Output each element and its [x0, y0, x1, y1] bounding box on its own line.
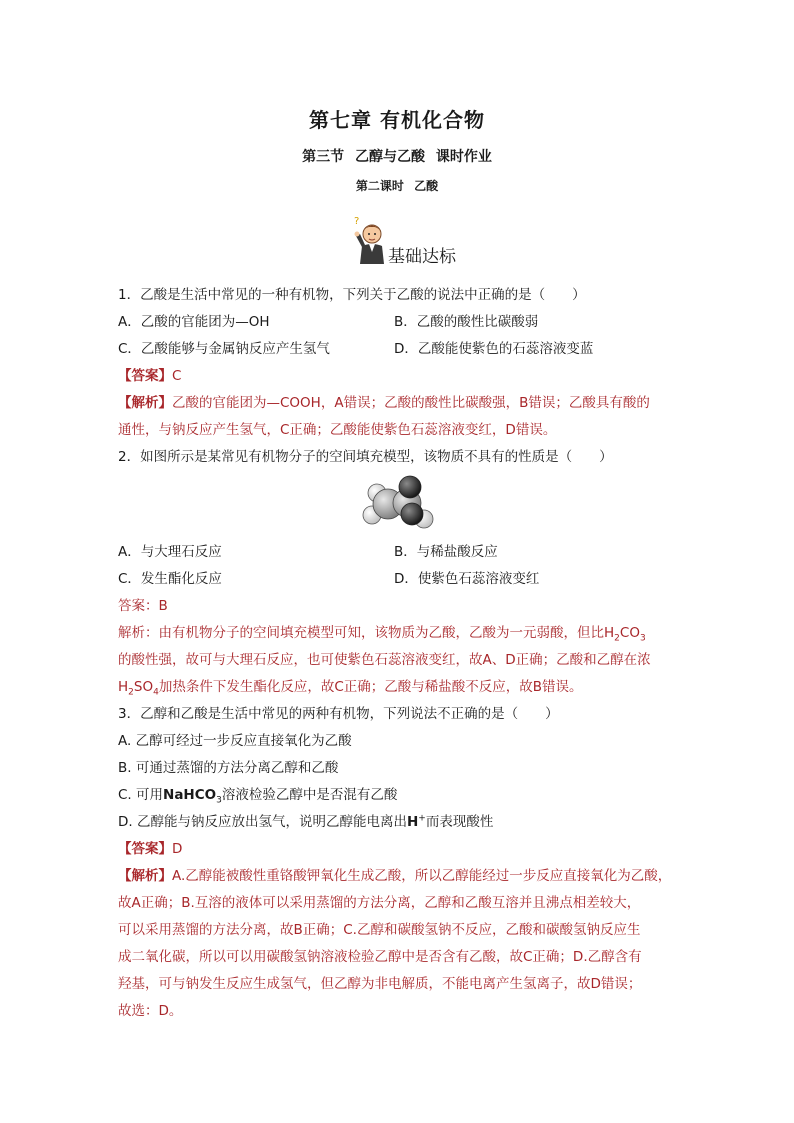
q3-answer-value: D — [172, 841, 183, 857]
q2-option-b: B．与稀盐酸反应 — [394, 544, 498, 560]
q2-analysis — [118, 620, 680, 701]
q3-stem: 3．乙醇和乙酸是生活中常见的两种有机物，下列说法不正确的是（ ） — [118, 706, 559, 722]
q2-analysis-line-3: 加热条件下发生酯化反应，故C正确；乙酸与稀盐酸不反应，故B错误。 — [158, 679, 583, 695]
chapter-title: 第七章 有机化合物 — [309, 108, 485, 132]
lesson-title: 第二课时 乙酸 — [355, 179, 439, 193]
q3-option-d — [118, 809, 680, 836]
q1-stem: 1．乙酸是生活中常见的一种有机物，下列关于乙酸的说法中正确的是（ ） — [118, 287, 586, 303]
q3-analysis-line-6: 故选：D。 — [118, 1003, 183, 1019]
section-title: 第三节 乙醇与乙酸 课时作业 — [302, 149, 492, 165]
q3-option-c — [118, 782, 680, 809]
q3-option-b: B. 可通过蒸馏的方法分离乙醇和乙酸 — [118, 760, 339, 776]
q1-analysis-tag: 【解析】 — [118, 395, 172, 411]
q1-analysis — [118, 390, 680, 444]
q3-analysis — [118, 863, 680, 1025]
q2-analysis-line-1: 解析：由有机物分子的空间填充模型可知，该物质为乙酸，乙酸为一元弱酸，但比H — [118, 625, 615, 641]
q1-answer-value: C — [172, 368, 182, 384]
q1-answer — [118, 363, 680, 390]
badge-label: 基础达标 — [388, 247, 456, 267]
q2-sub-3: 3 — [639, 633, 646, 644]
q3-analysis-line-2: 故A正确；B.互溶的液体可以采用蒸馏的方法分离，乙醇和乙酸互溶并且沸点相差较大， — [118, 895, 641, 911]
q3-ion-h: H — [406, 814, 419, 830]
q2-answer: 答案：B — [118, 598, 168, 614]
q3-analysis-line-4: 成二氧化碳，所以可以用碳酸氢钠溶液检验乙醇中是否含有乙酸，故C正确；D.乙醇含有 — [118, 949, 642, 965]
q2-options-row-2 — [118, 566, 680, 593]
q3-answer-tag: 【答案】 — [118, 841, 172, 857]
q3-option-d-post: 而表现酸性 — [425, 814, 494, 830]
q3-analysis-tag: 【解析】 — [118, 868, 172, 884]
thinking-student-icon — [352, 214, 392, 264]
q3-answer — [118, 836, 680, 863]
q3-option-a: A. 乙醇可经过一步反应直接氧化为乙酸 — [118, 733, 352, 749]
q3-analysis-line-5: 羟基，可与钠发生反应生成氢气，但乙醇为非电解质，不能电离产生氢离子，故D错误； — [118, 976, 642, 992]
acetic-acid-space-filling-model — [118, 471, 680, 539]
q3-analysis-line-1: A.乙醇能被酸性重铬酸钾氧化生成乙酸，所以乙醇能经过一步反应直接氧化为乙酸， — [172, 868, 672, 884]
q3-option-c-post: 溶液检验乙醇中是否混有乙酸 — [221, 787, 398, 803]
q2-options-row-1 — [118, 539, 680, 566]
q1-options-row-1 — [118, 309, 680, 336]
q2-sub-4: 4 — [153, 687, 159, 698]
q2-sub-2b: 2 — [128, 687, 134, 698]
q2-option-d: D．使紫色石蕊溶液变红 — [394, 571, 540, 587]
q3-formula-nahco3: NaHCO — [163, 787, 217, 803]
q2-formula-so: SO — [133, 679, 154, 695]
q3-option-c-pre: C. 可用 — [118, 787, 164, 803]
q1-answer-tag: 【答案】 — [118, 368, 172, 384]
q1-options-row-2 — [118, 336, 680, 363]
question-list — [118, 282, 680, 1025]
svg-text:?: ? — [354, 216, 360, 227]
q2-formula-co: CO — [619, 625, 640, 641]
q1-analysis-line-2: 通性，与钠反应产生氢气，C正确；乙酸能使紫色石蕊溶液变红，D错误。 — [118, 422, 557, 438]
q3-analysis-line-3: 可以采用蒸馏的方法分离，故B正确；C.乙醇和碳酸氢钠不反应，乙酸和碳酸氢钠反应生 — [118, 922, 641, 938]
q3-formula-sub: 3 — [216, 795, 222, 806]
q2-stem: 2．如图所示是某常见有机物分子的空间填充模型，该物质不具有的性质是（ ） — [118, 449, 613, 465]
q2-sub-2a: 2 — [614, 633, 620, 644]
q2-analysis-line-2: 的酸性强，故可与大理石反应，也可使紫色石蕊溶液变红，故A、D正确；乙酸和乙醇在浓 — [118, 652, 651, 668]
q1-option-d: D．乙酸能使紫色的石蕊溶液变蓝 — [394, 341, 594, 357]
q1-analysis-line-1: 乙酸的官能团为—COOH，A错误；乙酸的酸性比碳酸强，B错误；乙酸具有酸的 — [172, 395, 650, 411]
molecule-model-image — [118, 471, 680, 539]
q1-option-a: A．乙酸的官能团为—OH — [118, 314, 270, 330]
q2-option-c: C．发生酯化反应 — [118, 571, 222, 587]
q3-option-d-pre: D. 乙醇能与钠反应放出氢气，说明乙醇能电离出 — [118, 814, 407, 830]
q2-formula-h: H — [118, 679, 129, 695]
q3-ion-charge: + — [418, 813, 426, 824]
q2-option-a: A．与大理石反应 — [118, 544, 222, 560]
q1-option-c: C．乙酸能够与金属钠反应产生氢气 — [118, 341, 330, 357]
q1-option-b: B．乙酸的酸性比碳酸弱 — [394, 314, 539, 330]
